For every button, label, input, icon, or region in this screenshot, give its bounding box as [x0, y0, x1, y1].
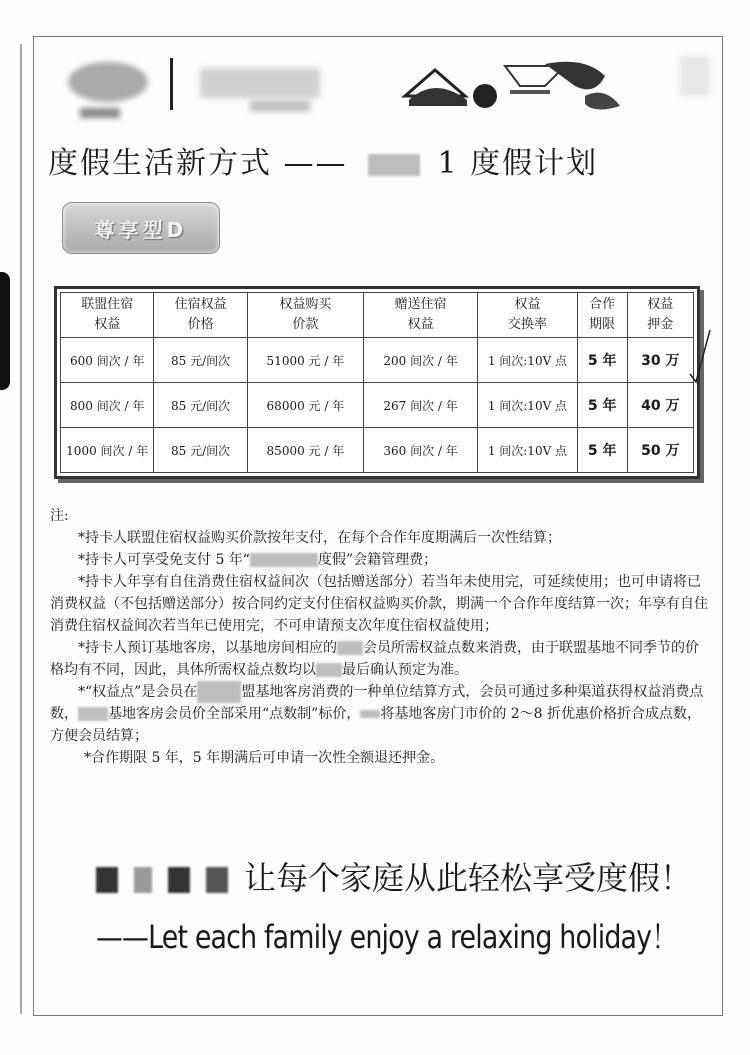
redacted-text [250, 553, 318, 567]
plan-badge: 尊享型D [62, 202, 220, 254]
table-row [61, 383, 694, 428]
header-cell: 权益 押金 [627, 293, 693, 338]
partner-logos [395, 56, 635, 116]
logo-mark [680, 56, 710, 96]
note-item: *合作期限 5 年，5 年期满后可申请一次性全额退还押金。 [84, 750, 445, 766]
table-cell: 1 间次:10V 点 [478, 338, 578, 383]
table-cell: 1000 间次 / 年 [61, 428, 154, 473]
table-cell: 360 间次 / 年 [364, 428, 478, 473]
logo-header [60, 48, 710, 128]
table-cell: 5 年 [577, 338, 627, 383]
logo-mark [200, 68, 320, 98]
title-prefix: 度假生活新方式 —— [48, 146, 348, 181]
table-cell: 85000 元 / 年 [247, 428, 363, 473]
redacted-brand [134, 867, 152, 893]
redacted-text [337, 641, 363, 655]
note-item: *持卡人联盟住宿权益购买价款按年支付，在每个合作年度期满后一次性结算； [78, 530, 561, 546]
note-item: *持卡人可享受免支付 5 年“ 度假”会籍管理费； [78, 552, 438, 568]
notes-label: 注: [50, 508, 69, 524]
table-cell: 5 年 [577, 428, 627, 473]
logo-divider [170, 58, 173, 110]
redacted-brand [168, 867, 190, 893]
logo-mark [68, 62, 148, 102]
plan-table [54, 286, 700, 479]
header-cell: 赠送住宿 权益 [364, 293, 478, 338]
table-row [61, 428, 694, 473]
table-cell: 85 元/间次 [154, 383, 247, 428]
table-cell: 1 间次:10V 点 [478, 383, 578, 428]
table-cell: 30 万 [627, 338, 693, 383]
slogan-english: ——Let each family enjoy a relaxing holiday！ [96, 918, 678, 956]
notes [50, 505, 710, 769]
header-cell: 权益 交换率 [478, 293, 578, 338]
slogan-chinese-text: 让每个家庭从此轻松享受度假！ [244, 859, 693, 897]
table-cell: 200 间次 / 年 [364, 338, 478, 383]
scan-edge-shadow [0, 272, 10, 390]
redacted-brand [206, 867, 228, 893]
redacted-text [78, 707, 108, 721]
redacted-text [316, 663, 342, 677]
header-cell: 联盟住宿 权益 [61, 293, 154, 338]
table-cell: 85 元/间次 [154, 338, 247, 383]
handwritten-check-mark [688, 326, 714, 386]
logo-mark [250, 100, 310, 112]
header-cell: 合作 期限 [577, 293, 627, 338]
table-cell: 51000 元 / 年 [247, 338, 363, 383]
title-suffix: 1 度假计划 [437, 146, 599, 181]
table-cell: 85 元/间次 [154, 428, 247, 473]
redacted-name [368, 154, 420, 176]
table-cell: 600 间次 / 年 [61, 338, 154, 383]
table-header-row [61, 293, 694, 338]
note-item: *“权益点”是会员在 盟基地客房消费的一种单位结算方式，会员可通过多种渠道获得权益消费点数， 基地客房会员价全部采用“点数制”标价， 将基地客房门市价的 2～8 折优惠价格折合成点数，方便会员结算； [50, 681, 710, 747]
table-cell: 50 万 [627, 428, 693, 473]
scan-edge-line [20, 44, 22, 1014]
header-cell: 权益购买 价款 [247, 293, 363, 338]
table-cell: 1 间次:10V 点 [478, 428, 578, 473]
table-cell: 40 万 [627, 383, 693, 428]
table-cell: 267 间次 / 年 [364, 383, 478, 428]
table-row [61, 338, 694, 383]
logo-mark [80, 108, 120, 118]
note-item: *持卡人预订基地客房，以基地房间相应的 会员所需权益点数来消费，由于联盟基地不同季节的价格均有不同，因此，具体所需权益点数均以 最后确认预定为准。 [50, 640, 699, 678]
redacted-text [197, 681, 241, 703]
note-item: *持卡人年享有自住消费住宿权益间次（包括赠送部分）若当年未使用完，可延续使用；也可申请将已消费权益（不包括赠送部分）按合同约定支付住宿权益购买价款，期满一个合作年度结算一次；年享有自住消费住宿权益间次若当年已使用完，不可申请预支次年度住宿权益使用； [50, 574, 708, 634]
slogan-chinese [96, 853, 716, 903]
redacted-text [360, 710, 380, 718]
table-cell: 68000 元 / 年 [247, 383, 363, 428]
header-cell: 住宿权益 价格 [154, 293, 247, 338]
redacted-brand [96, 867, 118, 893]
page-title [48, 138, 598, 182]
table-cell: 800 间次 / 年 [61, 383, 154, 428]
table-cell: 5 年 [577, 383, 627, 428]
